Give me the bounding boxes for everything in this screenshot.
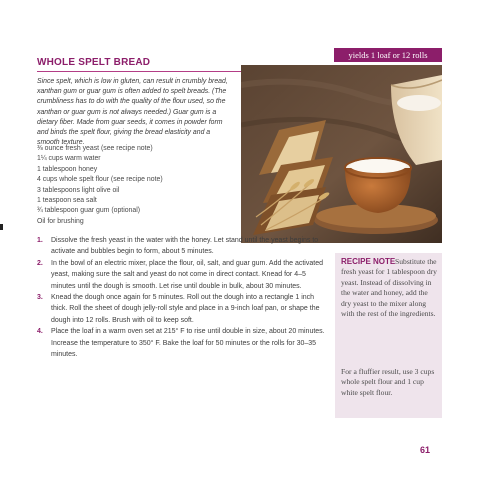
page-number: 61 bbox=[420, 445, 431, 455]
instruction-step bbox=[37, 235, 327, 258]
ingredient-item: 1 teaspoon sea salt bbox=[37, 197, 97, 205]
instruction-step bbox=[37, 292, 327, 326]
recipe-note-text: Substitute the fresh yeast for 1 tablespoon dry yeast. Instead of dissolving in the water and honey, add the dry yeast to the mixer along with the rest of the ingredients. bbox=[341, 257, 437, 319]
step-number: 3. bbox=[37, 294, 43, 302]
ingredient-list bbox=[37, 144, 237, 227]
bread-photo bbox=[241, 65, 442, 243]
ingredient-item: 1 tablespoon honey bbox=[37, 165, 98, 173]
step-text: Dissolve the fresh yeast in the water with the honey. Let stand until the yeast begins to activate and bubbles begin to form, about 5 minutes. bbox=[51, 237, 319, 256]
instruction-step bbox=[37, 258, 327, 292]
ingredient-item: ⅜ ounce fresh yeast (see recipe note) bbox=[37, 145, 153, 152]
step-number: 2. bbox=[37, 259, 43, 267]
page-edge-mark bbox=[0, 224, 3, 230]
step-text: Place the loaf in a warm oven set at 215° F to rise until double in size, about 20 minutes. Increase the temperature to 350° F. Bake the loaf for 50 minutes or the rolls for 30–35 minutes. bbox=[51, 328, 325, 359]
ingredient-item: Oil for brushing bbox=[37, 217, 84, 225]
recipe-intro: Since spelt, which is low in gluten, can result in crumbly bread, xanthan gum or guar gum is often added to spelt breads. (The crumbliness has to do with the quality of the flour used, so the xanthan or guar gum is not always needed.) Guar gum is a dietary fiber. Made from guar seeds, it comes in powder form and binds the spelt flour, giving the bread elasticity and a smooth texture. bbox=[37, 78, 228, 147]
ingredient-item: 4 cups whole spelt flour (see recipe note) bbox=[37, 176, 163, 184]
instruction-step bbox=[37, 326, 327, 360]
step-text: In the bowl of an electric mixer, place the flour, oil, salt, and guar gum. Add the activated yeast, making sure the salt and yeast do not come in direct contact. Knead for 4–5 minutes until the dough is smooth. Let rise until double in bulk, about 30 minutes. bbox=[51, 259, 323, 290]
step-text: Knead the dough once again for 5 minutes. Roll out the dough into a rectangle 1 inch thick. Roll the sheet of dough jelly-roll style and place in a 9-inch loaf pan, or shape the dough into 12 rolls. Brush with oil to keep soft. bbox=[51, 294, 320, 324]
step-number: 1. bbox=[37, 237, 43, 244]
recipe-note-text: For a fluffier result, use 3 cups whole spelt flour and 1 cup white spelt flour. bbox=[341, 367, 435, 397]
step-number: 4. bbox=[37, 328, 43, 336]
recipe-note-heading: RECIPE NOTE bbox=[341, 257, 396, 266]
yield-badge: yields 1 loaf or 12 rolls bbox=[334, 48, 442, 62]
recipe-title: WHOLE SPELT BREAD bbox=[37, 57, 151, 68]
ingredient-item: ¾ tablespoon guar gum (optional) bbox=[37, 207, 141, 215]
instruction-list bbox=[37, 235, 327, 360]
ingredient-item: 1¼ cups warm water bbox=[37, 155, 101, 163]
ingredient-item: 3 tablespoons light olive oil bbox=[37, 186, 120, 194]
